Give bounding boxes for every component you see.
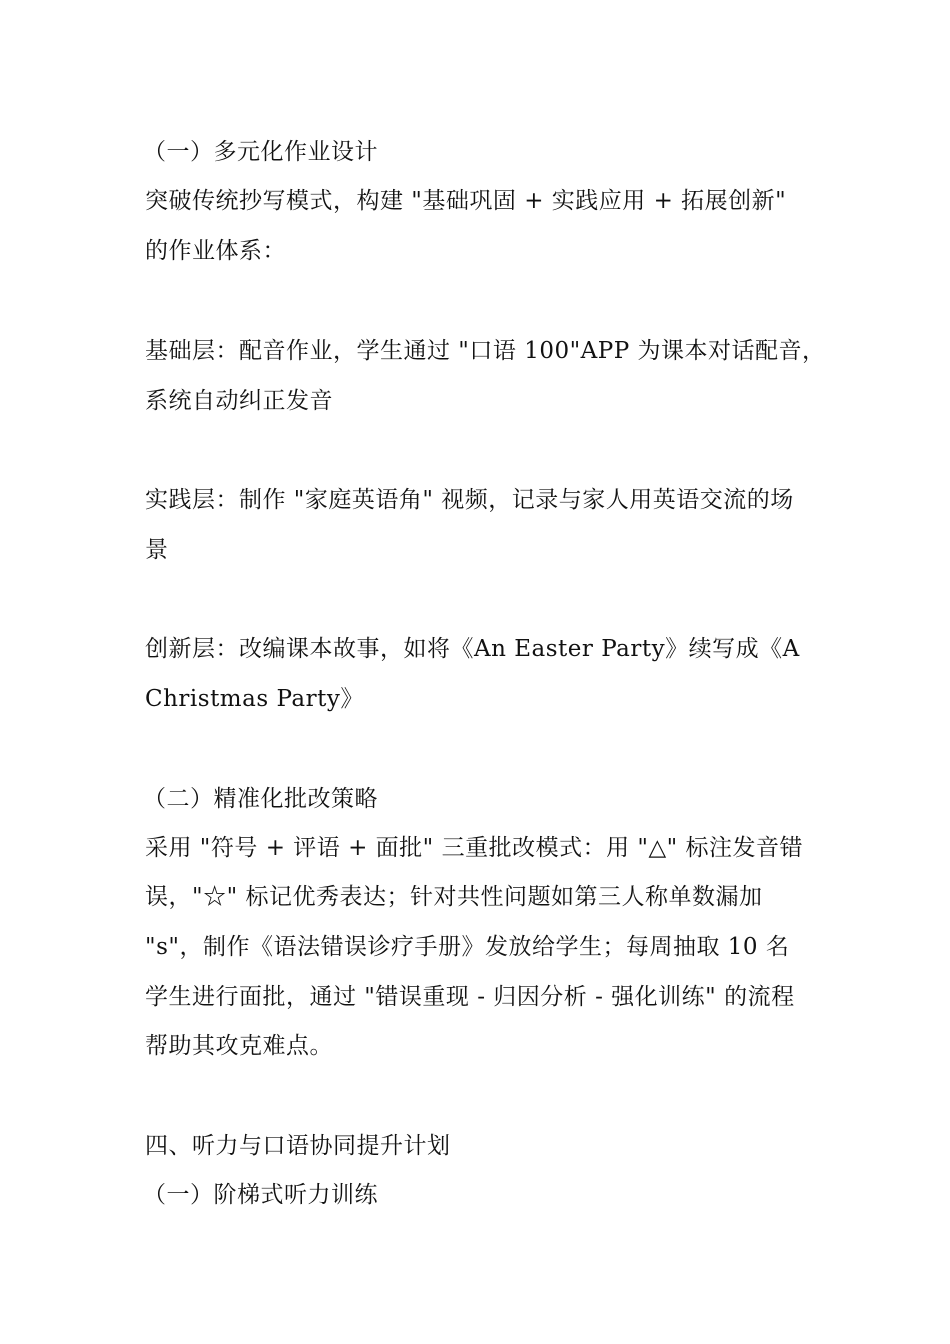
paragraph-line: 实践层：制作 "家庭英语角" 视频，记录与家人用英语交流的场 [145, 487, 794, 513]
section-heading: 四、听力与口语协同提升计划 [145, 1133, 451, 1159]
paragraph-line: 创新层：改编课本故事，如将《An Easter Party》续写成《A [145, 636, 800, 662]
paragraph-line: 基础层：配音作业，学生通过 "口语 100"APP 为课本对话配音， [145, 338, 826, 364]
paragraph-line: 景 [145, 537, 169, 563]
paragraph-line: 的作业体系： [145, 238, 286, 264]
paragraph-line: 系统自动纠正发音 [145, 388, 333, 414]
paragraph-line: 帮助其攻克难点。 [145, 1033, 333, 1059]
subheading-listening-training: （一）阶梯式听力训练 [143, 1182, 378, 1208]
paragraph-line: 误，"☆" 标记优秀表达；针对共性问题如第三人称单数漏加 [145, 884, 763, 910]
paragraph-line: 采用 "符号 + 评语 + 面批" 三重批改模式：用 "△" 标注发音错 [145, 835, 804, 861]
subheading-diversified-homework: （一）多元化作业设计 [143, 139, 378, 165]
paragraph-line: "s"，制作《语法错误诊疗手册》发放给学生；每周抽取 10 名 [145, 934, 790, 960]
paragraph-line: 突破传统抄写模式，构建 "基础巩固 + 实践应用 + 拓展创新" [145, 188, 787, 214]
subheading-correction-strategy: （二）精准化批改策略 [143, 786, 378, 812]
paragraph-line: Christmas Party》 [145, 686, 364, 712]
paragraph-line: 学生进行面批，通过 "错误重现 - 归因分析 - 强化训练" 的流程 [145, 984, 795, 1010]
